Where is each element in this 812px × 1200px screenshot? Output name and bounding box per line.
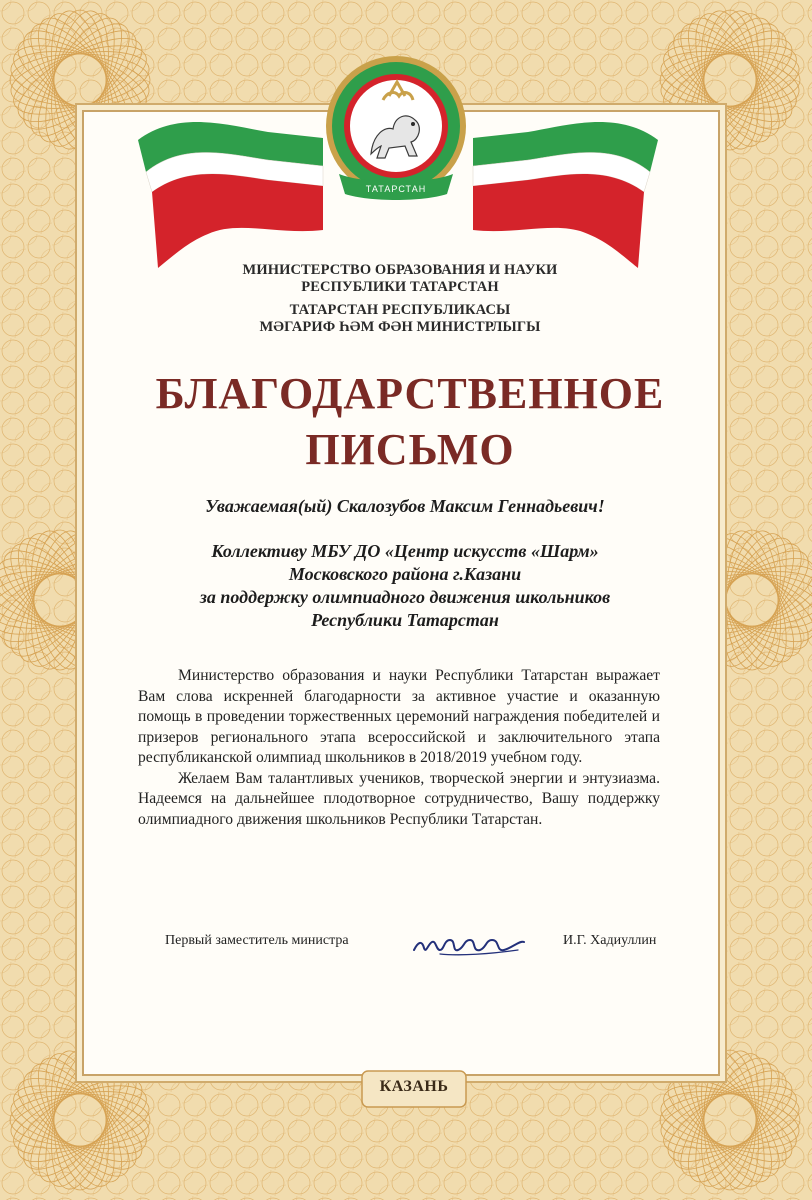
handwritten-signature [410,920,528,962]
signatory-name: И.Г. Хадиуллин [563,933,657,948]
body-paragraph-2: Желаем Вам талантливых учеников, творческой энергии и энтузиазма. Надеемся на дальнейшее плодотворное сотрудничество, Вашу поддержку олимпиадного движения школьников Республики Татарстан. [138,769,660,828]
ministry-header [180,262,620,336]
footer-city: КАЗАНЬ [379,1078,449,1095]
subject-line1: Коллективу МБУ ДО «Центр искусств «Шарм» [211,541,599,561]
subject-line4: Республики Татарстан [311,610,499,630]
ministry-ru-line2: РЕСПУБЛИКИ ТАТАРСТАН [301,279,499,295]
subject-line3: за поддержку олимпиадного движения школьников [199,587,611,607]
subject-line2: Московского района г.Казани [288,564,522,584]
greeting: Уважаемая(ый) Скалозубов Максим Геннадьевич! [205,496,605,516]
tatarstan-coat-of-arms-icon [323,34,469,222]
ministry-ru-line1: МИНИСТЕРСТВО ОБРАЗОВАНИЯ И НАУКИ [242,262,558,278]
document-title [100,366,720,478]
ministry-tt-line2: МӘГАРИФ ҺӘМ ФӘН МИНИСТРЛЫГЫ [259,319,541,335]
emblem-text: ТАТАРСТАН [365,184,427,194]
recipient-subject [120,540,690,632]
title-line2: ПИСЬМО [305,425,515,474]
ministry-tt-line1: ТАТАРСТАН РЕСПУБЛИКАСЫ [289,302,511,318]
title-line1: БЛАГОДАРСТВЕННОЕ [155,369,665,418]
letter-body [138,666,660,830]
body-paragraph-1: Министерство образования и науки Республики Татарстан выражает Вам слова искренней благодарности за активное участие и оказанную помощь в проведении торжественных церемоний награждения победителей и призеров регионального этапа всероссийской и заключительного этапа республиканской олимпиад школьников в 2018/2019 учебном году. [138,667,660,766]
signatory-role: Первый заместитель министра [165,933,349,948]
